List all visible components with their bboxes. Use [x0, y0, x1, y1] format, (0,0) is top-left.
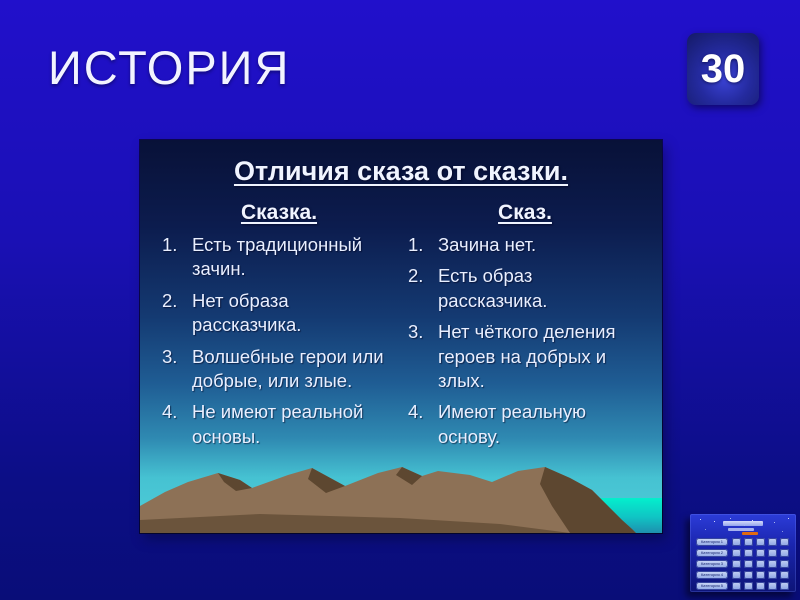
list-text: Волшебные герои или добрые, или злые.: [192, 345, 384, 392]
thumb-value-cell: [780, 538, 789, 546]
thumb-category-button: Категория 4: [696, 571, 728, 579]
list-item: [408, 264, 642, 313]
thumb-value-cell: [756, 538, 765, 546]
thumb-value-cell: [768, 560, 777, 568]
thumb-category-button: Категория 5: [696, 582, 728, 590]
thumb-value-cell: [780, 549, 789, 557]
list-number: 3.: [408, 321, 424, 343]
thumb-value-cell: [780, 571, 789, 579]
points-badge: [687, 33, 759, 105]
thumb-value-cell: [780, 560, 789, 568]
comparison-columns: [140, 187, 662, 456]
game-board-thumbnail[interactable]: [690, 514, 796, 592]
list-item: [162, 400, 396, 449]
thumb-category-button: Категория 1: [696, 538, 728, 546]
points-value: 30: [700, 46, 746, 91]
list-number: 4.: [408, 401, 424, 423]
thumb-title-bar: [723, 521, 763, 526]
thumb-value-cell: [732, 571, 741, 579]
list-number: 4.: [162, 401, 178, 423]
column-skazka: [156, 201, 402, 456]
thumb-category-button: Категория 3: [696, 560, 728, 568]
thumb-value-cell: [744, 571, 753, 579]
thumb-board-row: [696, 571, 792, 579]
thumb-value-cell: [756, 549, 765, 557]
thumb-value-cell: [756, 571, 765, 579]
thumb-value-cell: [744, 549, 753, 557]
thumb-value-cell: [732, 549, 741, 557]
question-panel: [140, 140, 662, 533]
column-skazka-header: Сказка.: [240, 201, 318, 224]
list-item: [408, 400, 642, 449]
mountain-landscape-illustration: [140, 458, 662, 533]
column-skaz-header: Сказ.: [498, 201, 552, 224]
list-item: [162, 345, 396, 394]
thumb-accent-bar: [742, 532, 758, 535]
panel-title: Отличия сказа от сказки.: [233, 156, 569, 186]
list-text: Есть традиционный зачин.: [192, 234, 363, 280]
thumb-value-cell: [756, 560, 765, 568]
thumb-subtitle-bar: [728, 528, 754, 531]
thumb-value-cell: [768, 538, 777, 546]
list-text: Зачина нет.: [438, 234, 537, 255]
thumb-category-button: Категория 2: [696, 549, 728, 557]
list-item: [408, 320, 642, 393]
list-number: 2.: [162, 289, 178, 311]
list-text: Имеют реальную основу.: [438, 401, 587, 447]
skazka-list: [162, 233, 396, 449]
thumb-value-cell: [768, 582, 777, 590]
list-item: [162, 233, 396, 282]
list-item: [162, 289, 396, 338]
list-text: Не имеют реальной основы.: [192, 401, 364, 447]
thumb-board-row: [696, 560, 792, 568]
list-number: 2.: [408, 265, 424, 287]
column-skaz: [402, 201, 648, 456]
thumb-value-cell: [768, 571, 777, 579]
category-title: ИСТОРИЯ: [48, 41, 291, 94]
skaz-list: [408, 233, 642, 449]
thumb-board-row: [696, 538, 792, 546]
thumb-value-cell: [744, 538, 753, 546]
thumb-value-cell: [732, 560, 741, 568]
thumb-value-cell: [732, 582, 741, 590]
list-number: 3.: [162, 345, 178, 367]
list-number: 1.: [408, 234, 424, 255]
thumb-value-cell: [732, 538, 741, 546]
thumb-value-cell: [756, 582, 765, 590]
list-text: Нет чёткого деления героев на добрых и злых.: [438, 321, 616, 392]
thumb-value-cell: [780, 582, 789, 590]
list-text: Нет образа рассказчика.: [192, 289, 302, 336]
thumb-value-cell: [744, 560, 753, 568]
list-text: Есть образ рассказчика.: [438, 265, 548, 311]
list-number: 1.: [162, 234, 178, 255]
thumb-board-row: [696, 582, 792, 590]
thumb-value-cell: [768, 549, 777, 557]
list-item: [408, 233, 642, 257]
thumb-board-row: [696, 549, 792, 557]
thumb-value-cell: [744, 582, 753, 590]
stars-decoration: [700, 519, 701, 520]
